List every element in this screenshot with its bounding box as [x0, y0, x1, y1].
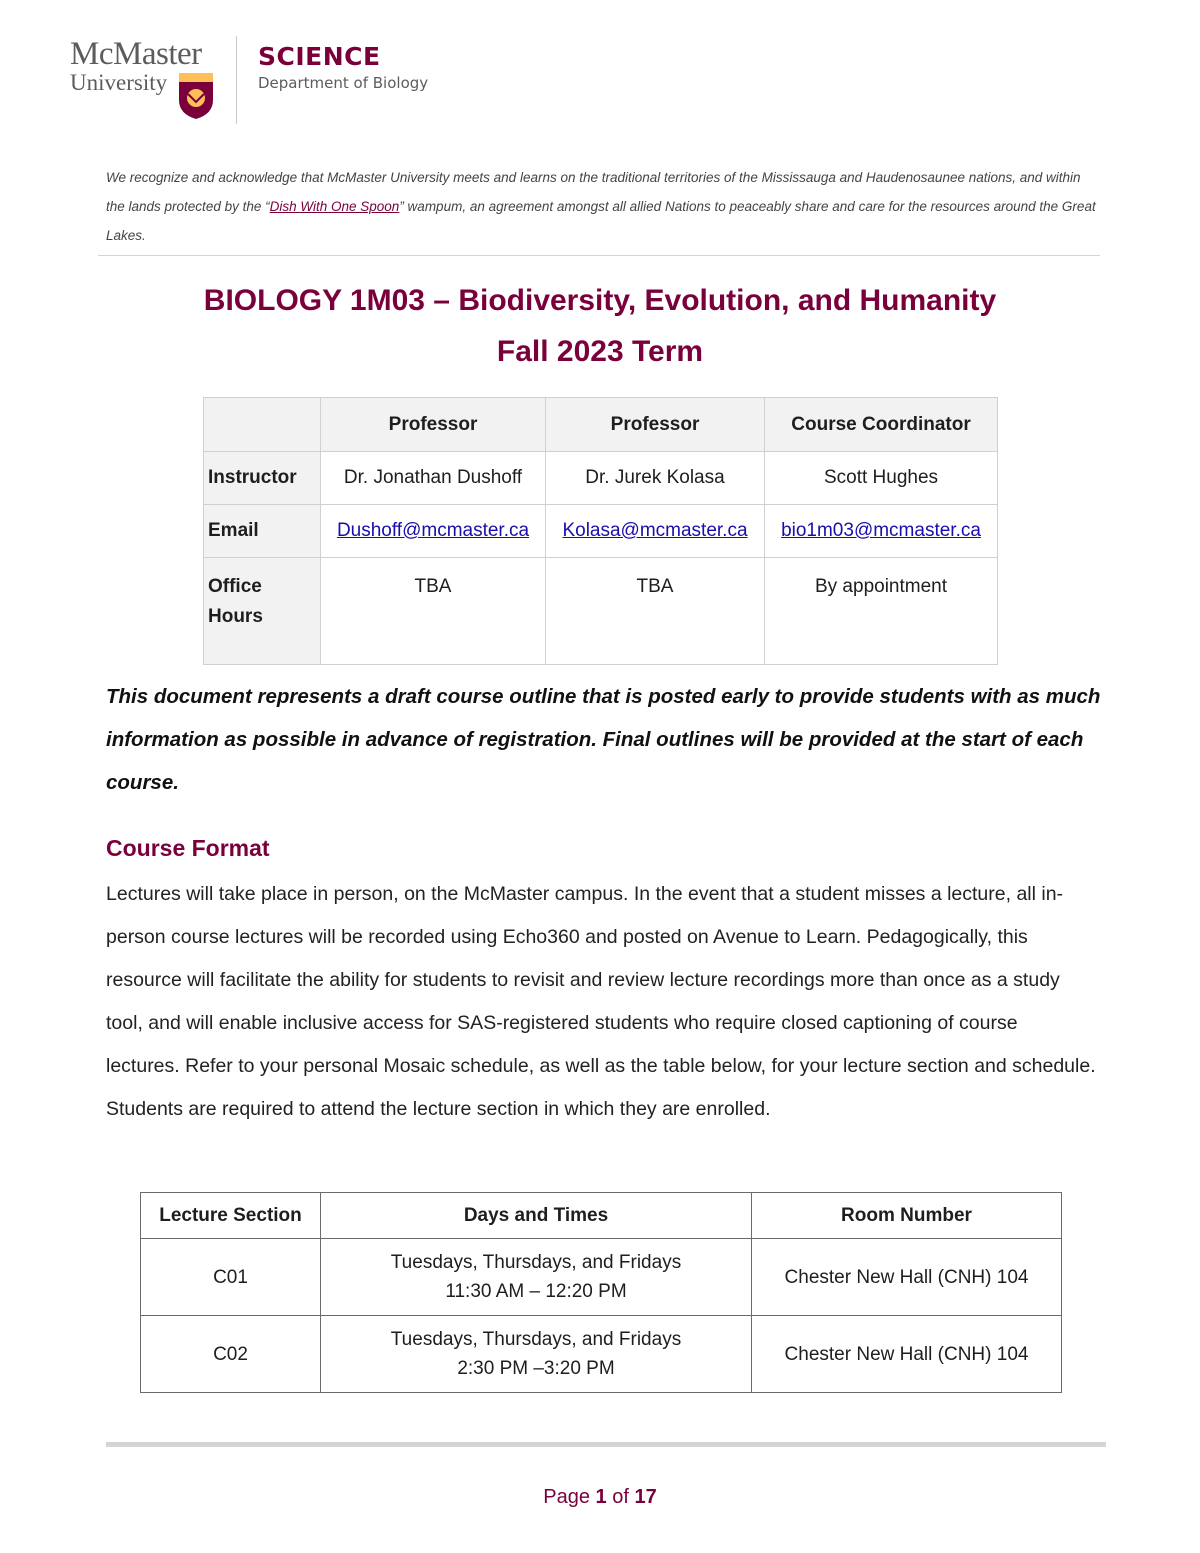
university-crest-icon [178, 72, 214, 120]
header-lecture-section: Lecture Section [141, 1193, 321, 1239]
days-times-cell [321, 1239, 752, 1316]
page-header [70, 36, 490, 126]
page-total: 17 [634, 1486, 657, 1508]
email-cell [765, 505, 998, 558]
table-row [141, 1316, 1062, 1393]
course-title: BIOLOGY 1M03 – Biodiversity, Evolution, and Humanity [203, 284, 997, 317]
schedule-header-row [141, 1193, 1062, 1239]
row-label-instructor: Instructor [204, 452, 321, 505]
coordinator-name: Scott Hughes [765, 452, 998, 505]
lecture-schedule-table [140, 1192, 1062, 1393]
page-word: Page [543, 1486, 590, 1508]
header-cell-coordinator: Course Coordinator [765, 398, 998, 452]
room-cell: Chester New Hall (CNH) 104 [752, 1239, 1062, 1316]
header-divider [236, 36, 237, 124]
land-ack-text-after: ” wampum, an agreement amongst all allied Nations to peaceably share and care for the resources around the Great Lakes. [106, 199, 1096, 243]
section-cell: C01 [141, 1239, 321, 1316]
land-ack-text-before: We recognize and acknowledge that McMaster University meets and learns on the traditional territories of the Mississauga and Haudenosaunee nations, and within the lands protected by the “ [106, 170, 1081, 214]
course-format-paragraph: Lectures will take place in person, on the McMaster campus. In the event that a student misses a lecture, all in-person course lectures will be recorded using Echo360 and posted on Avenue to Learn. Pedagogically, this resource will facilitate the ability for students to revisit and review lecture recordings more than once as a study tool, and will enable inclusive access for SAS-registered students who require closed captioning of course lectures. Refer to your personal Mosaic schedule, as well as the table below, for your lecture section and schedule. Students are required to attend the lecture section in which they are enrolled. [106, 883, 1096, 1120]
logo-line-2: University [70, 70, 168, 95]
faculty-name: SCIENCE [258, 42, 381, 71]
room-cell: Chester New Hall (CNH) 104 [752, 1316, 1062, 1393]
office-hours-cell: TBA [546, 558, 765, 665]
dish-with-one-spoon-link[interactable]: Dish With One Spoon [269, 199, 400, 214]
logo-line-1: McMaster [70, 36, 202, 72]
page-current: 1 [595, 1486, 607, 1508]
days-text: Tuesdays, Thursdays, and Fridays [390, 1329, 682, 1350]
instructor-name: Dr. Jurek Kolasa [546, 452, 765, 505]
land-acknowledgement [106, 163, 1096, 250]
email-link-kolasa[interactable]: Kolasa@mcmaster.ca [562, 520, 748, 541]
section-heading-course-format: Course Format [106, 835, 270, 861]
office-hours-cell: By appointment [765, 558, 998, 665]
days-times-cell [321, 1316, 752, 1393]
row-label-email: Email [204, 505, 321, 558]
instructor-table [203, 397, 998, 665]
row-label-office-hours [204, 558, 321, 665]
draft-notice: This document represents a draft course outline that is posted early to provide students with as much information as possible in advance of registration. Final outlines will be provided at the start of each course. [106, 685, 1101, 794]
term-title: Fall 2023 Term [496, 335, 704, 368]
header-cell-professor-2: Professor [546, 398, 765, 452]
section-cell: C02 [141, 1316, 321, 1393]
page-number [0, 1486, 1200, 1509]
email-link-coordinator[interactable]: bio1m03@mcmaster.ca [781, 520, 981, 541]
department-name: Department of Biology [258, 74, 429, 92]
of-word: of [612, 1486, 629, 1508]
time-text: 11:30 AM – 12:20 PM [445, 1281, 627, 1302]
instructor-name: Dr. Jonathan Dushoff [321, 452, 546, 505]
footer-rule [106, 1442, 1106, 1447]
office-label: Office [208, 576, 262, 597]
time-text: 2:30 PM –3:20 PM [457, 1358, 615, 1379]
header-days-and-times: Days and Times [321, 1193, 752, 1239]
table-row [141, 1239, 1062, 1316]
header-cell-empty [204, 398, 321, 452]
email-cell [321, 505, 546, 558]
office-hours-row [204, 558, 998, 665]
email-row [204, 505, 998, 558]
email-link-dushoff[interactable]: Dushoff@mcmaster.ca [336, 520, 530, 541]
hours-label: Hours [208, 606, 263, 627]
header-rule [98, 255, 1100, 256]
instructor-row [204, 452, 998, 505]
header-cell-professor-1: Professor [321, 398, 546, 452]
header-room-number: Room Number [752, 1193, 1062, 1239]
instructor-table-header [204, 398, 998, 452]
office-hours-cell: TBA [321, 558, 546, 665]
days-text: Tuesdays, Thursdays, and Fridays [390, 1252, 682, 1273]
email-cell [546, 505, 765, 558]
